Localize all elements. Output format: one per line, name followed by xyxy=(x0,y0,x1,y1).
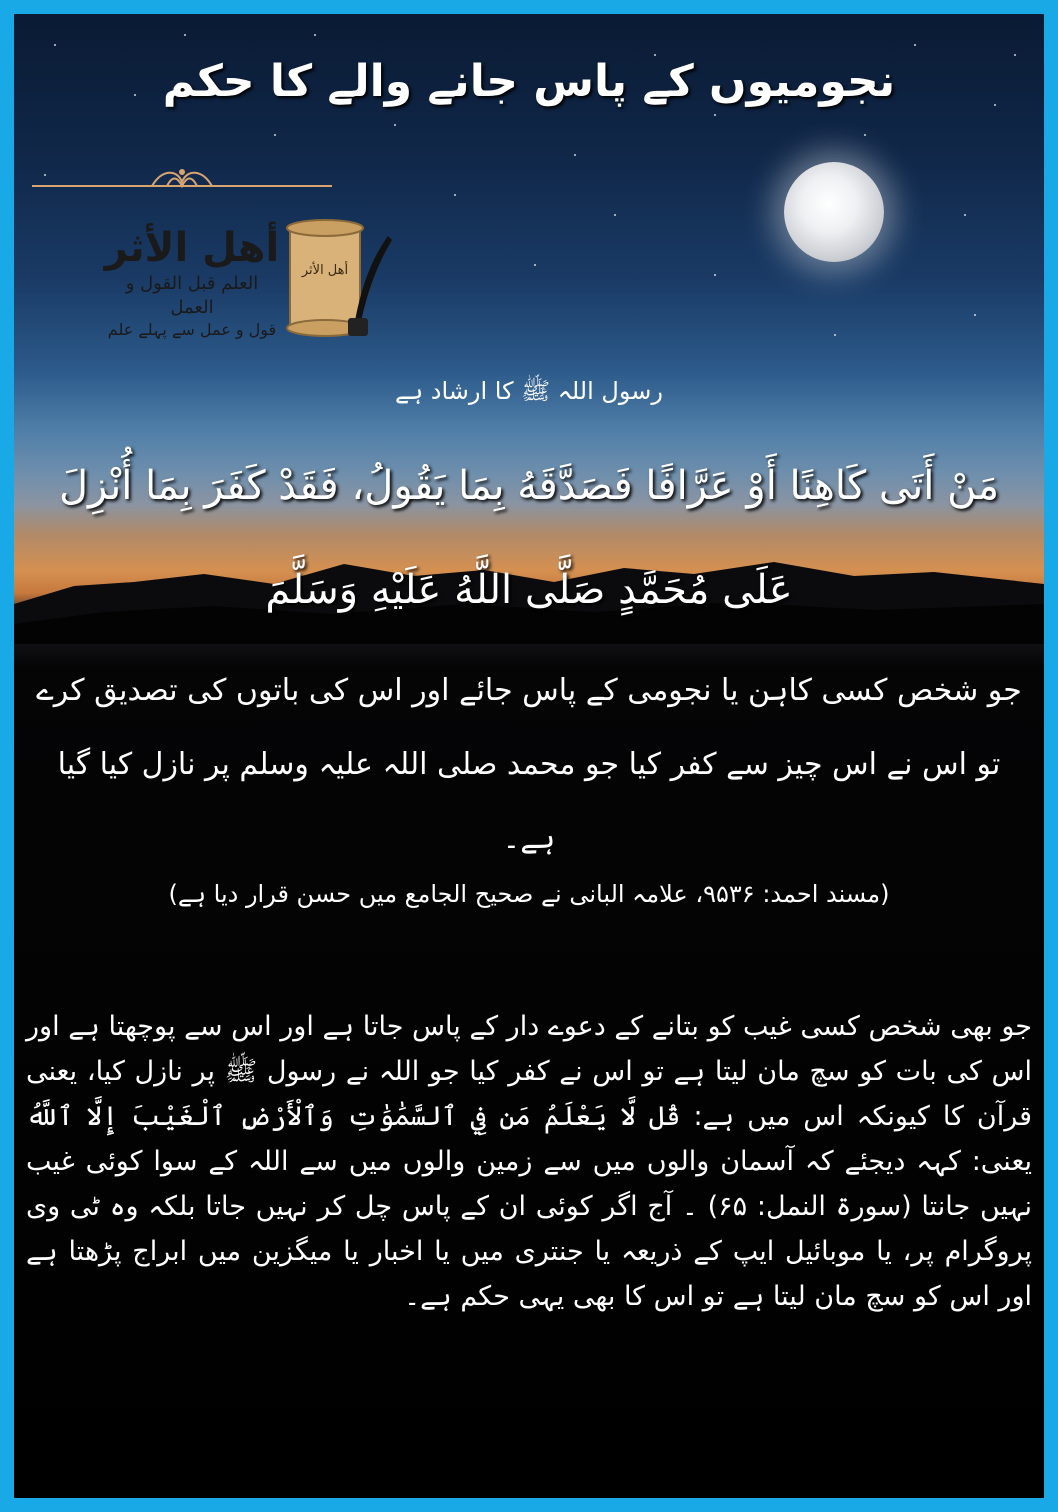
star xyxy=(834,334,836,336)
star xyxy=(184,34,186,36)
star xyxy=(394,124,396,126)
star xyxy=(534,264,536,266)
star xyxy=(714,114,716,116)
logo-tagline-arabic: العلم قبل القول و العمل xyxy=(125,273,259,318)
star xyxy=(614,214,616,216)
logo-title: أهل الأثر xyxy=(104,225,280,271)
explanation-part-1: جو بھی شخص کسی غیب کو بتانے کے دعوے دار کے پاس جاتا ہے اور اس سے پوچھتا ہے اور اس کی بات کو سچ مان لیتا ہے تو اس نے کفر کیا جو اللہ نے رسول ﷺ پر نازل کیا، یعنی قرآن کا کیونکہ اس میں ہے: xyxy=(26,1011,1032,1132)
night-sky-poster xyxy=(14,14,1044,1498)
hadith-arabic-text: مَنْ أَتَى كَاهِنًا أَوْ عَرَّافًا فَصَدَّقَهُ بِمَا يَقُولُ، فَقَدْ كَفَرَ بِمَا أُنْزِلَ عَلَى مُحَمَّدٍ صَلَّى اللَّهُ عَلَيْهِ وَسَلَّمَ xyxy=(58,463,1000,613)
quran-verse: قُل لَّا يَعْلَمُ مَن فِي ٱلسَّمَٰوَٰتِ وَٱلْأَرْضِ ٱلْغَيْبَ إِلَّا ٱللَّهُ xyxy=(26,1101,681,1132)
hadith-reference: (مسند احمد: ۹۵۳۶، علامہ البانی نے صحیح الجامع میں حسن قرار دیا ہے) xyxy=(168,880,890,908)
star xyxy=(964,214,966,216)
hadith-intro: رسول اللہ ﷺ کا ارشاد ہے xyxy=(395,377,663,405)
star xyxy=(54,44,56,46)
star xyxy=(454,194,456,196)
star xyxy=(864,134,866,136)
star xyxy=(274,134,276,136)
star xyxy=(574,154,576,156)
site-logo xyxy=(102,224,282,340)
full-moon xyxy=(784,162,884,262)
flourish-divider xyxy=(32,164,332,204)
star xyxy=(974,314,976,316)
hadith-translation: جو شخص کسی کاہن یا نجومی کے پاس جائے اور اس کی باتوں کی تصدیق کرے تو اس نے اس چیز سے کفر کیا جو محمد صلی اللہ علیہ وسلم پر نازل کیا گیا ہے۔ xyxy=(36,673,1022,856)
page-title: نجومیوں کے پاس جانے والے کا حکم xyxy=(162,56,896,107)
scroll-label: أهل الأثر xyxy=(301,263,349,278)
logo-tagline-urdu: قول و عمل سے پہلے علم xyxy=(107,320,277,339)
star xyxy=(314,34,316,36)
star xyxy=(914,44,916,46)
explanation-paragraph xyxy=(26,1004,1032,1319)
explanation-part-2: یعنی: کہہ دیجئے کہ آسمان والوں میں سے زمین والوں میں سے اللہ کے سوا کوئی غیب نہیں جانتا (سورۃ النمل: ۶۵) ۔ آج اگر کوئی ان کے پاس چل کر نہیں جاتا بلکہ وہ ٹی وی پروگرام پر، یا موبائیل ایپ کے ذریعہ یا جنتری میں یا اخبار یا میگزین میں ابراج پڑھتا ہے اور اس کو سچ مان لیتا ہے تو اس کا بھی یہی حکم ہے۔ xyxy=(26,1146,1032,1312)
scroll-quill-icon xyxy=(276,214,396,344)
star xyxy=(714,274,716,276)
